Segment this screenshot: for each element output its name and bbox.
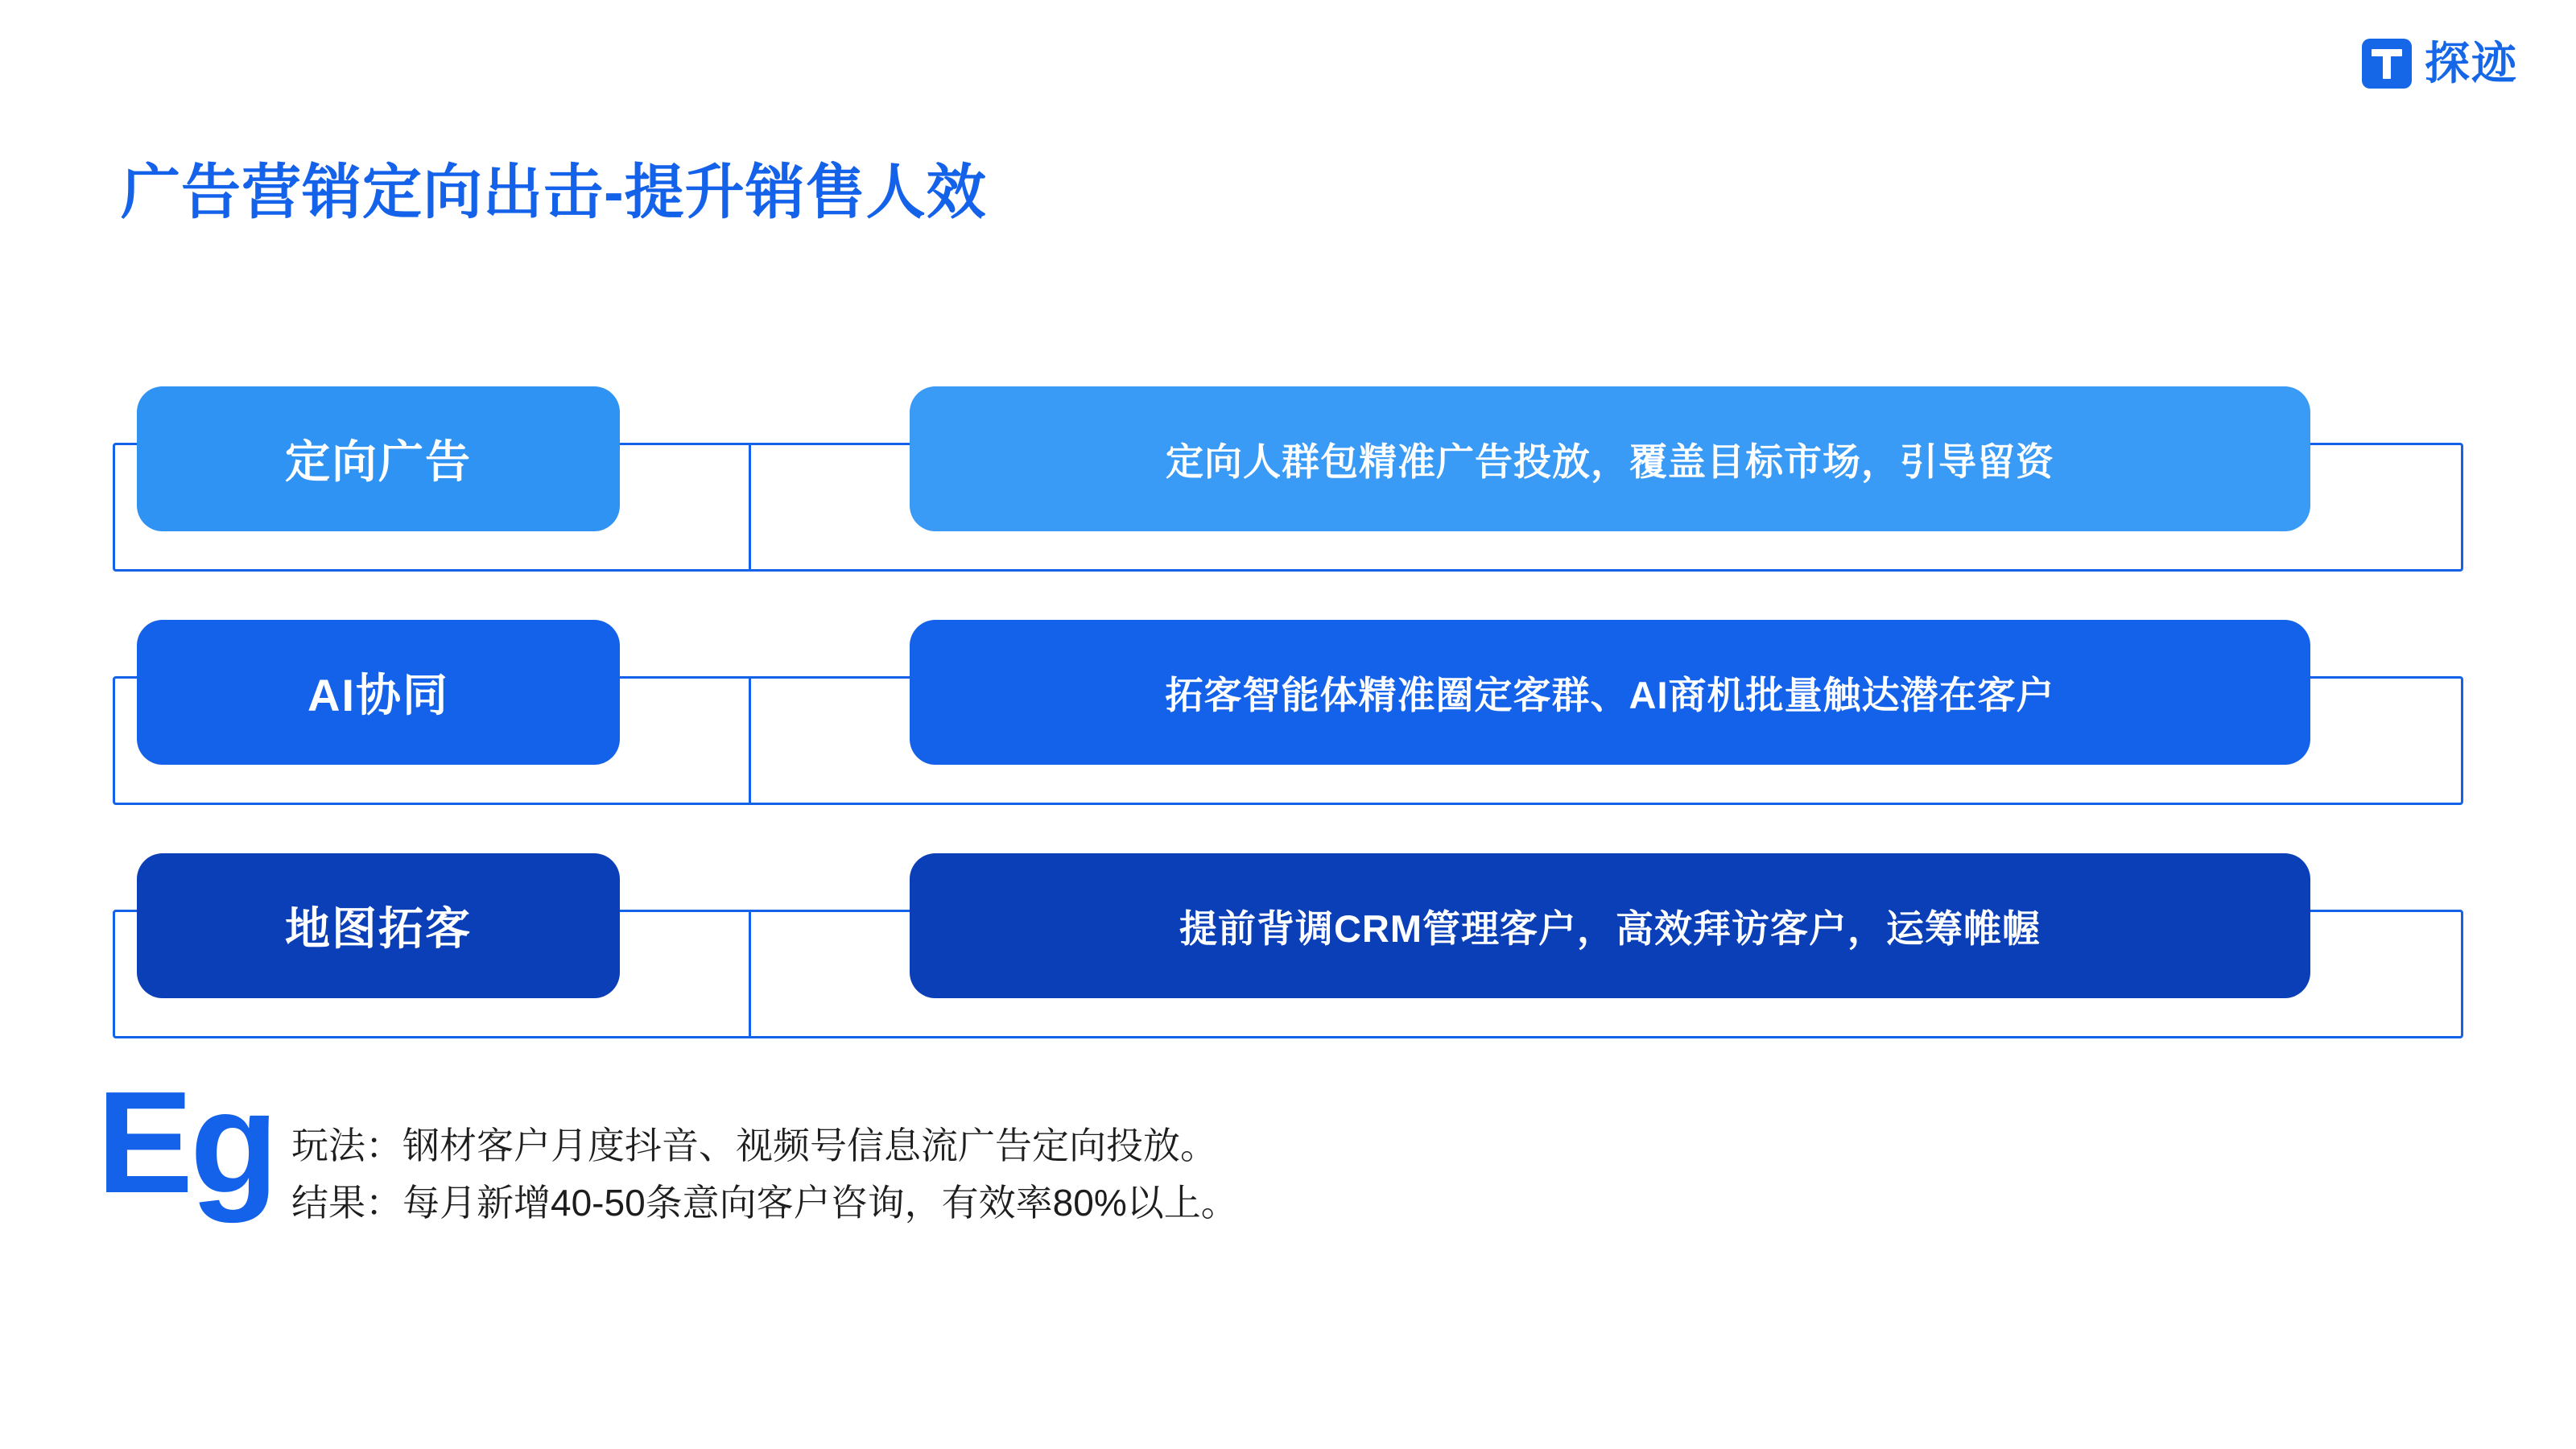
- brand-name: 探迹: [2425, 38, 2518, 89]
- row-desc-pill: 拓客智能体精准圈定客群、AI商机批量触达潜在客户: [910, 620, 2310, 765]
- example-mark: Eg: [97, 1062, 276, 1224]
- capability-row: [105, 386, 2463, 620]
- row-connector-divider: [749, 910, 751, 1038]
- capability-row: [105, 853, 2463, 1087]
- example-lines: [291, 1117, 1238, 1232]
- row-connector-divider: [749, 676, 751, 805]
- tanji-logo-icon: [2362, 39, 2412, 89]
- capability-row: [105, 620, 2463, 853]
- row-desc-pill: 定向人群包精准广告投放，覆盖目标市场，引导留资: [910, 386, 2310, 531]
- row-connector-divider: [749, 443, 751, 572]
- example-line-method: 玩法：钢材客户月度抖音、视频号信息流广告定向投放。: [291, 1125, 1218, 1166]
- row-label-pill: AI协同: [137, 620, 620, 765]
- example-line-result: 结果：每月新增40-50条意向客户咨询，有效率80%以上。: [291, 1182, 1238, 1224]
- row-label-pill: 地图拓客: [137, 853, 620, 998]
- brand-logo: [2362, 39, 2518, 89]
- row-label-pill: 定向广告: [137, 386, 620, 531]
- row-desc-pill: 提前背调CRM管理客户，高效拜访客户，运筹帷幄: [910, 853, 2310, 998]
- example-block: [97, 1062, 1238, 1232]
- page-title: 广告营销定向出击-提升销售人效: [121, 159, 987, 225]
- capability-rows: [105, 386, 2463, 1087]
